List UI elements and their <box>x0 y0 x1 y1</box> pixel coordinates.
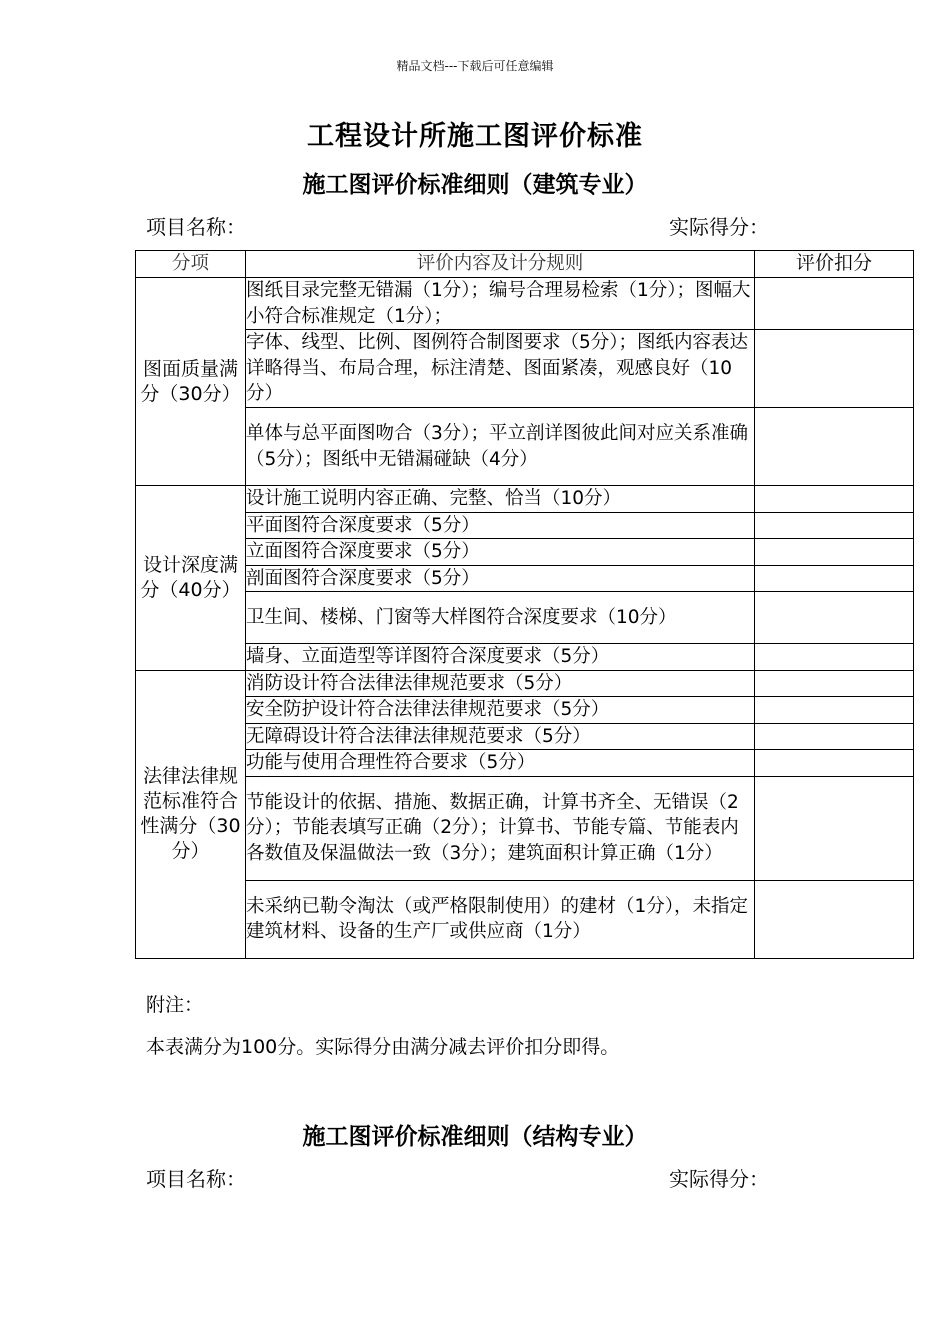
rule-cell: 字体、线型、比例、图例符合制图要求（5分）；图纸内容表达详略得当、布局合理，标注清楚、图面紧凑，观感良好（10分） <box>246 330 755 408</box>
header-rules: 评价内容及计分规则 <box>246 251 755 278</box>
notes-body: 本表满分为100分。实际得分由满分减去评价扣分即得。 <box>146 1036 620 1058</box>
deduction-cell[interactable] <box>755 644 914 671</box>
rule-cell: 节能设计的依据、措施、数据正确，计算书齐全、无错误（2分）；节能表填写正确（2分）；计算书、节能专篇、节能表内各数值及保温做法一致（3分）；建筑面积计算正确（1分） <box>246 776 755 880</box>
table-row <box>136 880 914 958</box>
table-row <box>136 644 914 671</box>
rule-cell: 未采纳已勒令淘汰（或严格限制使用）的建材（1分），未指定建筑材料、设备的生产厂或供应商（1分） <box>246 880 755 958</box>
table-row <box>136 278 914 330</box>
section1-score-label: 实际得分： <box>669 215 769 239</box>
section2-title: 施工图评价标准细则（结构专业） <box>302 1124 648 1150</box>
deduction-cell[interactable] <box>755 750 914 777</box>
table-row <box>136 697 914 724</box>
deduction-cell[interactable] <box>755 408 914 486</box>
header-note: 精品文档---下载后可任意编辑 <box>396 59 554 73</box>
category-cell: 图面质量满分（30分） <box>136 278 246 486</box>
deduction-cell[interactable] <box>755 880 914 958</box>
deduction-cell[interactable] <box>755 697 914 724</box>
section2-project-label: 项目名称： <box>146 1167 246 1191</box>
deduction-cell[interactable] <box>755 330 914 408</box>
deduction-cell[interactable] <box>755 592 914 644</box>
scoring-table <box>135 250 914 959</box>
deduction-cell[interactable] <box>755 512 914 539</box>
rule-cell: 卫生间、楼梯、门窗等大样图符合深度要求（10分） <box>246 592 755 644</box>
rule-cell: 图纸目录完整无错漏（1分）；编号合理易检索（1分）；图幅大小符合标准规定（1分）； <box>246 278 755 330</box>
section1-project-label: 项目名称： <box>146 215 246 239</box>
table-row <box>136 408 914 486</box>
deduction-cell[interactable] <box>755 565 914 592</box>
rule-cell: 设计施工说明内容正确、完整、恰当（10分） <box>246 486 755 513</box>
category-cell: 法律法律规范标准符合性满分（30分） <box>136 670 246 958</box>
table-row <box>136 670 914 697</box>
deduction-cell[interactable] <box>755 776 914 880</box>
table-row <box>136 750 914 777</box>
rule-cell: 剖面图符合深度要求（5分） <box>246 565 755 592</box>
rule-cell: 单体与总平面图吻合（3分）；平立剖详图彼此间对应关系准确（5分）；图纸中无错漏碰缺（4分） <box>246 408 755 486</box>
table-row <box>136 486 914 513</box>
rule-cell: 无障碍设计符合法律法律规范要求（5分） <box>246 723 755 750</box>
notes-heading: 附注： <box>146 994 204 1016</box>
header-category: 分项 <box>136 251 246 278</box>
table-row <box>136 776 914 880</box>
table-row <box>136 723 914 750</box>
table-row <box>136 539 914 566</box>
deduction-cell[interactable] <box>755 670 914 697</box>
header-deduction: 评价扣分 <box>755 251 914 278</box>
deduction-cell[interactable] <box>755 539 914 566</box>
main-title: 工程设计所施工图评价标准 <box>307 121 643 152</box>
rule-cell: 立面图符合深度要求（5分） <box>246 539 755 566</box>
table-row <box>136 565 914 592</box>
table-row <box>136 512 914 539</box>
table-row <box>136 330 914 408</box>
deduction-cell[interactable] <box>755 486 914 513</box>
category-cell: 设计深度满分（40分） <box>136 486 246 671</box>
table-row <box>136 592 914 644</box>
rule-cell: 平面图符合深度要求（5分） <box>246 512 755 539</box>
section2-score-label: 实际得分： <box>669 1167 769 1191</box>
rule-cell: 墙身、立面造型等详图符合深度要求（5分） <box>246 644 755 671</box>
deduction-cell[interactable] <box>755 723 914 750</box>
deduction-cell[interactable] <box>755 278 914 330</box>
rule-cell: 安全防护设计符合法律法律规范要求（5分） <box>246 697 755 724</box>
rule-cell: 功能与使用合理性符合要求（5分） <box>246 750 755 777</box>
rule-cell: 消防设计符合法律法律规范要求（5分） <box>246 670 755 697</box>
section1-title: 施工图评价标准细则（建筑专业） <box>302 172 648 198</box>
table-header-row <box>136 251 914 278</box>
